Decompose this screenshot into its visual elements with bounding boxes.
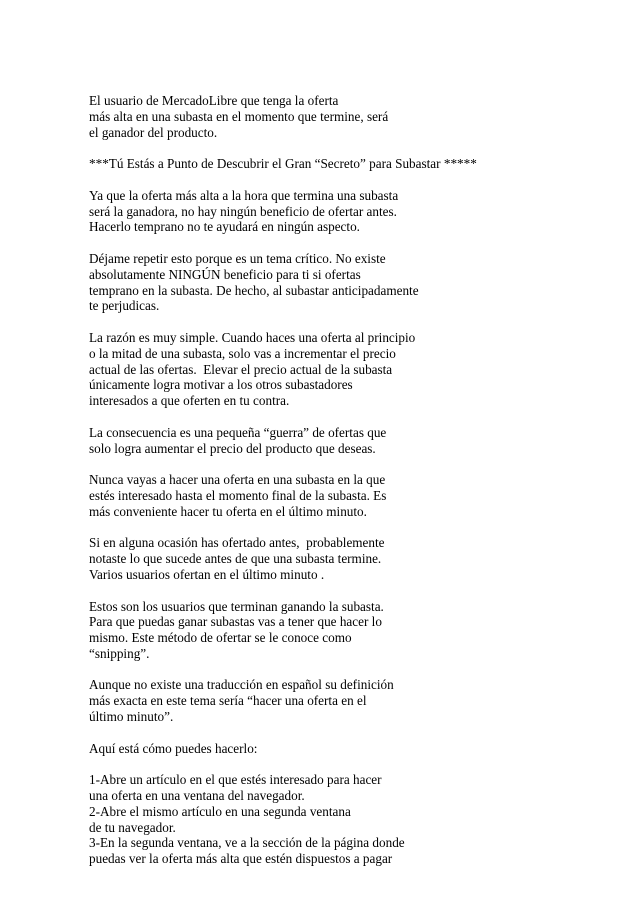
text-line: estés interesado hasta el momento final de la subasta. Es xyxy=(89,487,387,503)
text-line: Si en alguna ocasión has ofertado antes, probablemente xyxy=(89,535,385,551)
paragraph xyxy=(89,330,609,409)
text-line: más conveniente hacer tu oferta en el último minuto. xyxy=(89,503,367,519)
text-line: Hacerlo temprano no te ayudará en ningún aspecto. xyxy=(89,219,360,235)
text-line: último minuto”. xyxy=(89,709,174,725)
text-line: Para que puedas ganar subastas vas a tener que hacer lo xyxy=(89,614,382,630)
text-line: mismo. Este método de ofertar se le conoce como xyxy=(89,630,352,646)
paragraph xyxy=(89,156,609,172)
document-body xyxy=(89,93,609,883)
paragraph xyxy=(89,472,609,519)
text-line: notaste lo que sucede antes de que una subasta termine. xyxy=(89,551,382,567)
text-line: Varios usuarios ofertan en el último minuto . xyxy=(89,566,325,582)
paragraph xyxy=(89,741,609,757)
text-line: La consecuencia es una pequeña “guerra” de ofertas que xyxy=(89,424,387,440)
text-line: te perjudicas. xyxy=(89,298,160,314)
text-line: una oferta en una ventana del navegador. xyxy=(89,788,305,804)
text-line: o la mitad de una subasta, solo vas a incrementar el precio xyxy=(89,345,396,361)
paragraph xyxy=(89,535,609,582)
paragraph xyxy=(89,251,609,314)
paragraph xyxy=(89,93,609,140)
text-line: Ya que la oferta más alta a la hora que termina una subasta xyxy=(89,187,399,203)
text-line: Aunque no existe una traducción en español su definición xyxy=(89,677,394,693)
paragraph xyxy=(89,599,609,662)
paragraph xyxy=(89,425,609,457)
text-line: Estos son los usuarios que terminan ganando la subasta. xyxy=(89,598,384,614)
text-line: actual de las ofertas. Elevar el precio actual de la subasta xyxy=(89,361,393,377)
paragraph xyxy=(89,677,609,724)
text-line: El usuario de MercadoLibre que tenga la oferta xyxy=(89,93,339,108)
text-line: será la ganadora, no hay ningún beneficio de ofertar antes. xyxy=(89,203,397,219)
text-line: más alta en una subasta en el momento que termine, será xyxy=(89,108,389,124)
text-line: únicamente logra motivar a los otros subastadores xyxy=(89,377,353,393)
paragraph xyxy=(89,772,609,867)
text-line: temprano en la subasta. De hecho, al subastar anticipadamente xyxy=(89,282,419,298)
text-line: “snipping”. xyxy=(89,645,150,661)
paragraph xyxy=(89,188,609,235)
text-line: de tu navegador. xyxy=(89,819,176,835)
text-line: 1-Abre un artículo en el que estés interesado para hacer xyxy=(89,772,382,788)
text-line: Aquí está cómo puedes hacerlo: xyxy=(89,740,258,756)
text-line: Nunca vayas a hacer una oferta en una subasta en la que xyxy=(89,472,386,488)
text-line: el ganador del producto. xyxy=(89,124,218,140)
text-line: Déjame repetir esto porque es un tema crítico. No existe xyxy=(89,250,386,266)
text-line: La razón es muy simple. Cuando haces una oferta al principio xyxy=(89,329,416,345)
text-line: interesados a que oferten en tu contra. xyxy=(89,393,290,409)
text-line: 3-En la segunda ventana, ve a la sección de la página donde xyxy=(89,835,405,851)
text-line: ***Tú Estás a Punto de Descubrir el Gran “Secreto” para Subastar ***** xyxy=(89,156,477,172)
text-line: puedas ver la oferta más alta que estén dispuestos a pagar xyxy=(89,851,393,867)
text-line: absolutamente NINGÚN beneficio para ti si ofertas xyxy=(89,266,361,282)
text-line: más exacta en este tema sería “hacer una oferta en el xyxy=(89,693,367,709)
text-line: solo logra aumentar el precio del producto que deseas. xyxy=(89,440,376,456)
text-line: 2-Abre el mismo artículo en una segunda ventana xyxy=(89,803,351,819)
